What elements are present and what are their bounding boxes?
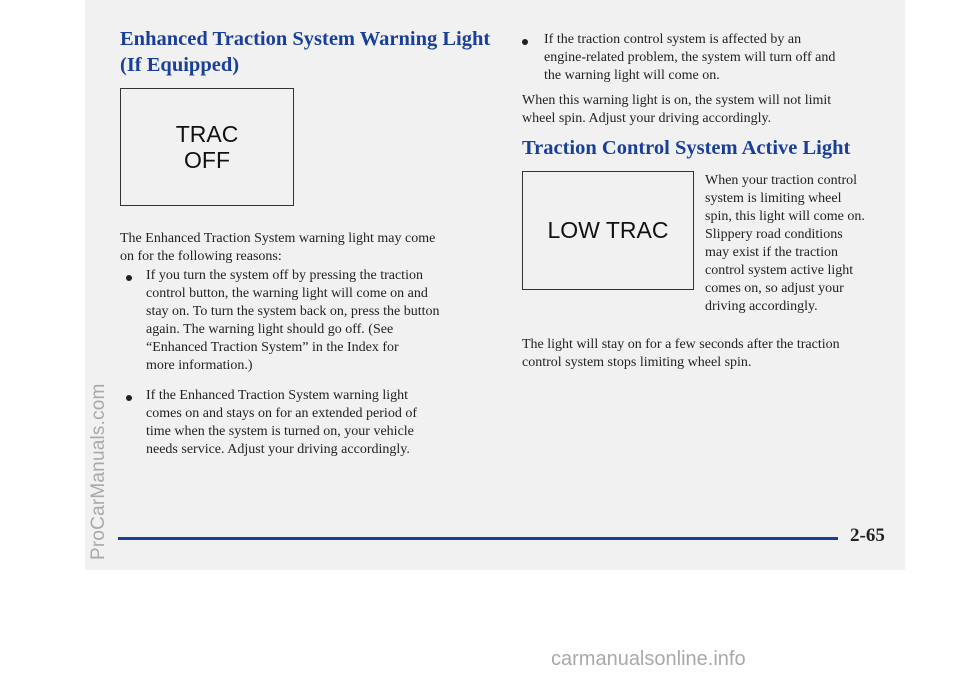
trac-light-line-1: TRAC (175, 121, 239, 147)
bullet-icon (126, 275, 132, 281)
bullet-line: If you turn the system off by pressing the traction (146, 268, 423, 283)
section-heading-active-light: Traction Control System Active Light (522, 137, 851, 159)
bullet-line: more information.) (146, 358, 253, 373)
description-line: control system active light (705, 263, 854, 278)
bullet-icon (522, 39, 528, 45)
bullet-line: time when the system is turned on, your vehicle (146, 424, 414, 439)
bullet-item-needs-service (146, 387, 417, 459)
footer-rule (118, 537, 838, 540)
trac-light-line-2: OFF (184, 147, 230, 173)
low-trac-label: LOW TRAC (547, 217, 669, 243)
section-heading-enhanced-traction (120, 26, 490, 78)
heading-line-1: Enhanced Traction System Warning Light (120, 28, 491, 50)
description-line: driving accordingly. (705, 299, 818, 314)
heading-line-2: (If Equipped) (120, 54, 240, 76)
bullet-line: engine-related problem, the system will turn off and (544, 50, 836, 65)
bullet-line: again. The warning light should go off. (See (146, 322, 394, 337)
description-line: Slippery road conditions (705, 227, 843, 242)
bullet-line: If the traction control system is affected by an (544, 32, 802, 47)
warning-light-paragraph (522, 92, 831, 128)
page-number: 2-65 (850, 525, 885, 546)
low-trac-light-illustration (522, 171, 694, 290)
paragraph-line: The light will stay on for a few seconds after the traction (522, 337, 840, 352)
bullet-line: control button, the warning light will come on and (146, 286, 428, 301)
bullet-line: “Enhanced Traction System” in the Index for (146, 340, 399, 355)
trac-off-light-illustration (120, 88, 294, 206)
paragraph-line: wheel spin. Adjust your driving accordingly. (522, 111, 772, 126)
light-duration-paragraph (522, 336, 840, 372)
intro-line: on for the following reasons: (120, 249, 282, 264)
intro-paragraph (120, 230, 435, 266)
bullet-line: stay on. To turn the system back on, press the button (146, 304, 440, 319)
description-line: comes on, so adjust your (705, 281, 844, 296)
description-line: spin, this light will come on. (705, 209, 865, 224)
watermark-carmanualsonline: carmanualsonline.info (551, 648, 746, 670)
intro-line: The Enhanced Traction System warning light may come (120, 231, 436, 246)
bullet-line: If the Enhanced Traction System warning light (146, 388, 409, 403)
bullet-line: comes on and stays on for an extended period of (146, 406, 417, 421)
paragraph-line: When this warning light is on, the system will not limit (522, 93, 832, 108)
bullet-item-engine-problem (544, 31, 835, 85)
active-light-description (705, 172, 865, 316)
description-line: system is limiting wheel (705, 191, 842, 206)
bullet-line: the warning light will come on. (544, 68, 720, 83)
watermark-procarmanuals: ProCarManuals.com (88, 383, 109, 560)
bullet-line: needs service. Adjust your driving accordingly. (146, 442, 410, 457)
paragraph-line: control system stops limiting wheel spin. (522, 355, 752, 370)
description-line: may exist if the traction (705, 245, 838, 260)
description-line: When your traction control (705, 173, 858, 188)
bullet-icon (126, 395, 132, 401)
bullet-item-turn-off (146, 267, 440, 375)
